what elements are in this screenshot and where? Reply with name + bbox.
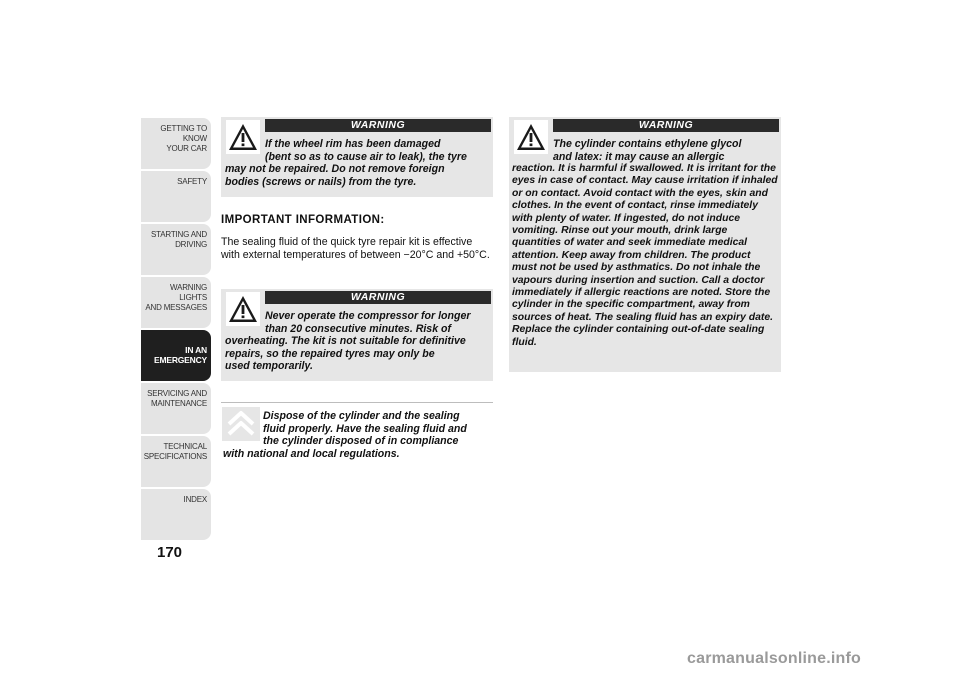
tab-servicing[interactable]: SERVICING AND MAINTENANCE <box>141 383 211 434</box>
warning-text-body: reaction. It is harmful if swallowed. It is irritant for the eyes in case of contact. May cause irritation if inhaled or on contact. Avoid contact with the eyes, skin and clothes. In the event of contact, rinse immediately with plenty of water. If ingested, do not induce vomiting. Rinse out your mouth, drink large quantities of water and seek immediate medical attention. Keep away from children. The product must not be used by asthmatics. Do not inhale the vapours during insertion and suction. Call a doctor immediately if allergic reactions are noted. Store the cylinder in the specific compartment, away from sources of heat. The sealing fluid has an expiry date. Replace the cylinder containing out-of-date sealing fluid. <box>512 163 778 348</box>
warning-text-line: overheating. The kit is not suitable for definitive <box>225 335 466 347</box>
warning-title: WARNING <box>265 291 491 304</box>
tab-safety[interactable]: SAFETY <box>141 171 211 222</box>
important-text: The sealing fluid of the quick tyre repair kit is effective with external temperatures of between −20°C and +50°C. <box>221 236 490 261</box>
tab-getting-to-know[interactable]: GETTING TO KNOW YOUR CAR <box>141 118 211 169</box>
environment-text-line: with national and local regulations. <box>223 447 400 460</box>
tab-starting-driving[interactable]: STARTING AND DRIVING <box>141 224 211 275</box>
page-number: 170 <box>157 544 183 561</box>
warning-triangle-icon <box>226 292 260 326</box>
warning-text-line: Never operate the compressor for longer <box>265 310 471 322</box>
warning-text-line: bodies (screws or nails) from the tyre. <box>225 175 417 188</box>
warning-title: WARNING <box>553 119 779 132</box>
tab-in-an-emergency[interactable]: IN AN EMERGENCY <box>141 330 211 381</box>
warning-text-line: repairs, so the repaired tyres may only be <box>225 347 435 360</box>
tab-index[interactable]: INDEX <box>141 489 211 540</box>
warning-triangle-icon <box>226 120 260 154</box>
warning-text-line: (bent so as to cause air to leak), the tyre <box>265 150 467 163</box>
environment-text-line: Dispose of the cylinder and the sealing <box>263 410 460 422</box>
warning-title: WARNING <box>265 119 491 132</box>
tab-technical-specs[interactable]: TECHNICAL SPECIFICATIONS <box>141 436 211 487</box>
warning-text-line: used temporarily. <box>225 360 313 372</box>
footer-watermark: carmanualsonline.info <box>687 650 862 667</box>
warning-text-line: If the wheel rim has been damaged <box>265 138 441 150</box>
warning-triangle-icon <box>514 120 548 154</box>
tab-warning-lights[interactable]: WARNING LIGHTS AND MESSAGES <box>141 277 211 328</box>
environment-text-line: the cylinder disposed of in compliance <box>263 435 459 447</box>
important-heading: IMPORTANT INFORMATION: <box>221 214 385 226</box>
warning-text-line: may not be repaired. Do not remove foreign <box>225 163 445 175</box>
warning-text-line: The cylinder contains ethylene glycol <box>553 138 742 150</box>
environment-text-line: fluid properly. Have the sealing fluid and <box>263 422 467 435</box>
divider <box>221 402 493 403</box>
warning-text-line: than 20 consecutive minutes. Risk of <box>265 322 452 335</box>
warning-text-line: and latex: it may cause an allergic <box>553 150 725 163</box>
environment-icon <box>222 407 260 441</box>
